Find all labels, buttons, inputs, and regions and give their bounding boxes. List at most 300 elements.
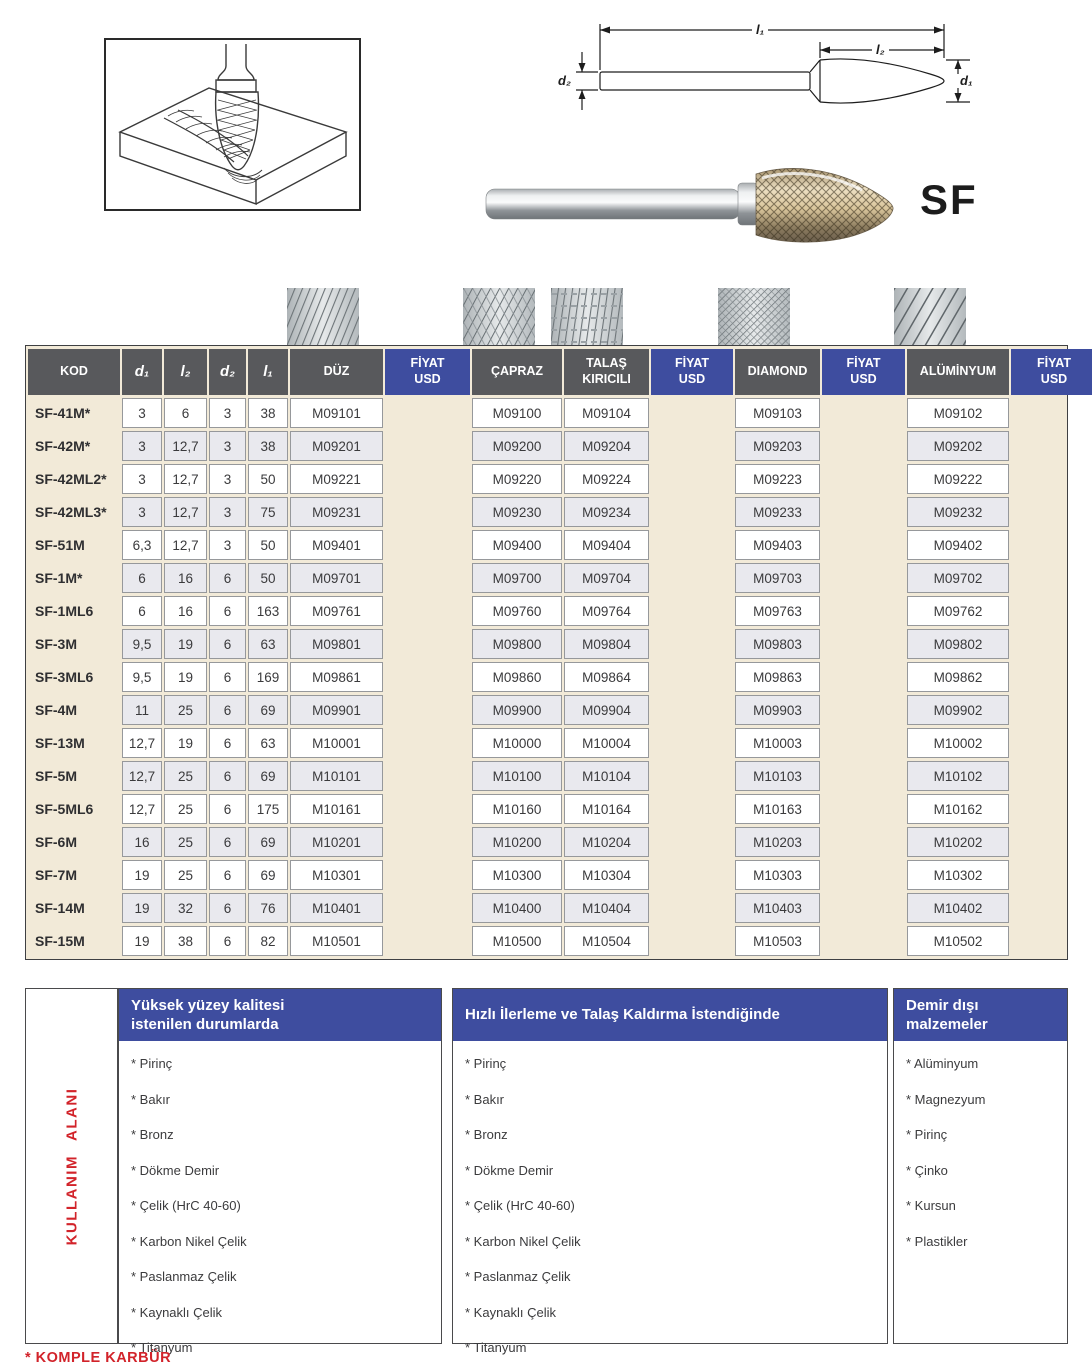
cell-kod: SF-14M [35,900,85,916]
price-cell-empty [385,431,470,461]
column-header-l1: l₁ [248,349,288,395]
product-photo-sf [478,148,908,260]
cell-diamond: M10203 [735,827,820,857]
cell-l2: 12,7 [164,530,207,560]
cell-capraz: M09400 [472,530,562,560]
table-row [28,926,1092,956]
cell-aluminyum: M10102 [907,761,1009,791]
cell-l1: 50 [248,563,288,593]
cell-diamond: M10503 [735,926,820,956]
product-table [26,346,1092,959]
column-header-capraz: ÇAPRAZ [472,349,562,395]
cell-talas: M09864 [564,662,649,692]
list-item: * Bakır [465,1091,505,1107]
cell-d1: 3 [122,464,162,494]
cell-duz: M10001 [290,728,383,758]
cell-capraz: M09100 [472,398,562,428]
cell-l2: 16 [164,596,207,626]
cell-l2: 25 [164,695,207,725]
usage-list [894,1041,1067,1249]
cell-talas: M10204 [564,827,649,857]
list-item: * Alüminyum [906,1056,979,1071]
cell-capraz: M10100 [472,761,562,791]
price-cell-empty [1011,398,1092,428]
usage-column-3 [893,988,1068,1344]
usage-side-label: KULLANIM ALANI [63,1087,81,1245]
cell-talas: M09204 [564,431,649,461]
header-row [28,349,1092,395]
list-item: * Pirinç [465,1056,507,1071]
table-row [28,596,1092,626]
capraz-texture-image [463,288,535,345]
cell-duz: M09861 [290,662,383,692]
price-cell-empty [651,662,733,692]
table-row [28,662,1092,692]
cell-diamond: M09863 [735,662,820,692]
cell-l1: 163 [248,596,288,626]
cell-l1: 82 [248,926,288,956]
price-cell-empty [822,464,905,494]
list-item: * Plastikler [906,1233,968,1249]
application-illustration [104,38,361,211]
price-cell-empty [651,827,733,857]
price-cell-empty [1011,464,1092,494]
cell-d2: 3 [209,497,246,527]
cell-l1: 76 [248,893,288,923]
table-row [28,761,1092,791]
cell-diamond: M09223 [735,464,820,494]
price-cell-empty [385,728,470,758]
cell-d2: 6 [209,860,246,890]
price-cell-empty [651,431,733,461]
cell-d1: 19 [122,860,162,890]
cell-capraz: M09860 [472,662,562,692]
table-row [28,563,1092,593]
diamond-texture-image [718,288,790,345]
price-cell-empty [385,497,470,527]
cell-d1: 3 [122,497,162,527]
cell-l1: 69 [248,860,288,890]
usage-column-header: Demir dışı malzemeler [894,989,1067,1041]
column-header-d2: d₂ [209,349,246,395]
column-header-kod: KOD [28,349,120,395]
duz-texture-image [287,288,359,345]
cell-talas: M09224 [564,464,649,494]
price-cell-empty [822,761,905,791]
table-row [28,893,1092,923]
cell-d2: 6 [209,761,246,791]
price-cell-empty [1011,926,1092,956]
price-cell-empty [385,662,470,692]
cell-aluminyum: M09222 [907,464,1009,494]
cell-d2: 6 [209,629,246,659]
table-row [28,827,1092,857]
cell-l1: 169 [248,662,288,692]
usage-column-1 [118,988,442,1355]
cell-d2: 6 [209,563,246,593]
cell-diamond: M10103 [735,761,820,791]
cell-kod: SF-15M [35,933,85,949]
cell-l1: 63 [248,629,288,659]
list-item: * Çinko [906,1162,948,1178]
cell-kod: SF-13M [35,735,85,751]
price-cell-empty [1011,695,1092,725]
column-header-fiyat3: FİYAT USD [822,349,905,395]
cell-l2: 12,7 [164,431,207,461]
column-header-duz: DÜZ [290,349,383,395]
usage-list [119,1041,441,1355]
cell-duz: M10161 [290,794,383,824]
column-header-diamond: DIAMOND [735,349,820,395]
cell-duz: M09761 [290,596,383,626]
cell-d2: 3 [209,431,246,461]
cell-duz: M09801 [290,629,383,659]
cell-kod: SF-4M [35,702,77,718]
product-table-wrap [25,345,1072,960]
price-cell-empty [1011,530,1092,560]
cell-talas: M10004 [564,728,649,758]
price-cell-empty [651,497,733,527]
cell-talas: M09804 [564,629,649,659]
cell-duz: M09231 [290,497,383,527]
cell-l1: 175 [248,794,288,824]
burr-milling-drawing-icon [106,40,359,209]
cell-capraz: M09800 [472,629,562,659]
cell-d2: 6 [209,794,246,824]
cell-diamond: M09763 [735,596,820,626]
cell-l2: 19 [164,728,207,758]
cell-talas: M09704 [564,563,649,593]
price-cell-empty [822,629,905,659]
price-cell-empty [822,728,905,758]
cell-l1: 75 [248,497,288,527]
cell-d1: 6,3 [122,530,162,560]
cell-l2: 16 [164,563,207,593]
cell-d1: 16 [122,827,162,857]
price-cell-empty [822,497,905,527]
price-cell-empty [651,629,733,659]
cell-aluminyum: M10162 [907,794,1009,824]
cell-talas: M09904 [564,695,649,725]
price-cell-empty [822,431,905,461]
column-header-fiyat2: FİYAT USD [651,349,733,395]
list-item: * Çelik (HrC 40-60) [131,1198,241,1213]
cell-d1: 6 [122,563,162,593]
cell-talas: M09104 [564,398,649,428]
list-item: * Kaynaklı Çelik [465,1304,557,1320]
cell-l2: 25 [164,860,207,890]
cell-talas: M10304 [564,860,649,890]
cell-kod: SF-3M [35,636,77,652]
dim-label-d2: d₂ [554,74,575,88]
list-item: * Pirinç [906,1127,948,1142]
cell-l2: 38 [164,926,207,956]
table-row [28,530,1092,560]
price-cell-empty [385,761,470,791]
cell-kod: SF-41M* [35,405,91,421]
cell-d1: 6 [122,596,162,626]
cell-aluminyum: M10402 [907,893,1009,923]
dimension-diagram [552,14,976,142]
price-cell-empty [1011,860,1092,890]
cell-capraz: M10000 [472,728,562,758]
cell-d2: 6 [209,926,246,956]
usage-column-header: Hızlı İlerleme ve Talaş Kaldırma İstendiğinde [453,989,887,1041]
cell-capraz: M09220 [472,464,562,494]
cell-duz: M10501 [290,926,383,956]
cell-d1: 9,5 [122,629,162,659]
table-row [28,629,1092,659]
table-row [28,728,1092,758]
list-item: * Pirinç [131,1056,173,1071]
cell-d1: 3 [122,398,162,428]
cell-capraz: M10500 [472,926,562,956]
price-cell-empty [822,794,905,824]
cell-d2: 6 [209,728,246,758]
cell-l2: 6 [164,398,207,428]
cell-kod: SF-1M* [35,570,83,586]
column-header-talas: TALAŞ KIRICILI [564,349,649,395]
column-header-d1: d₁ [122,349,162,395]
cell-aluminyum: M09202 [907,431,1009,461]
cell-d1: 12,7 [122,728,162,758]
price-cell-empty [1011,563,1092,593]
dim-label-l1: l₁ [752,23,768,37]
price-cell-empty [1011,728,1092,758]
list-item: * Kursun [906,1198,956,1213]
list-item: * Bronz [131,1127,174,1142]
cell-duz: M10101 [290,761,383,791]
price-cell-empty [822,695,905,725]
price-cell-empty [385,893,470,923]
cell-aluminyum: M09862 [907,662,1009,692]
cell-l1: 69 [248,695,288,725]
cell-duz: M10201 [290,827,383,857]
cell-capraz: M09700 [472,563,562,593]
price-cell-empty [1011,794,1092,824]
cell-kod: SF-42ML3* [35,504,107,520]
cell-talas: M10104 [564,761,649,791]
cell-l1: 69 [248,827,288,857]
cell-capraz: M09900 [472,695,562,725]
cell-diamond: M09903 [735,695,820,725]
cell-d2: 6 [209,695,246,725]
cell-diamond: M09803 [735,629,820,659]
cell-aluminyum: M09802 [907,629,1009,659]
price-cell-empty [385,596,470,626]
price-cell-empty [385,794,470,824]
cell-l1: 50 [248,464,288,494]
cell-capraz: M09230 [472,497,562,527]
cell-capraz: M09200 [472,431,562,461]
footnote: * KOMPLE KARBÜR [25,1350,172,1366]
cell-l2: 19 [164,662,207,692]
talas-kiricili-texture-image [551,288,623,345]
price-cell-empty [651,761,733,791]
list-item: * Bronz [465,1127,508,1142]
list-item: * Titanyum [131,1340,193,1355]
price-cell-empty [822,926,905,956]
cell-l1: 38 [248,398,288,428]
cell-kod: SF-42ML2* [35,471,107,487]
cell-talas: M10164 [564,794,649,824]
column-header-l2: l₂ [164,349,207,395]
price-cell-empty [822,530,905,560]
price-cell-empty [651,728,733,758]
cell-aluminyum: M10302 [907,860,1009,890]
price-cell-empty [385,860,470,890]
cell-aluminyum: M10502 [907,926,1009,956]
price-cell-empty [385,827,470,857]
cell-d1: 12,7 [122,794,162,824]
cell-talas: M09234 [564,497,649,527]
list-item: * Dökme Demir [465,1162,554,1178]
price-cell-empty [651,794,733,824]
price-cell-empty [822,662,905,692]
price-cell-empty [822,860,905,890]
price-cell-empty [385,629,470,659]
cell-d2: 3 [209,398,246,428]
cell-l2: 25 [164,761,207,791]
price-cell-empty [385,563,470,593]
price-cell-empty [651,596,733,626]
price-cell-empty [651,695,733,725]
cell-d1: 19 [122,893,162,923]
cell-kod: SF-1ML6 [35,603,94,619]
list-item: * Magnezyum [906,1091,986,1107]
price-cell-empty [651,893,733,923]
price-cell-empty [1011,827,1092,857]
usage-column-2 [452,988,888,1355]
list-item: * Kaynaklı Çelik [131,1304,223,1320]
table-row [28,431,1092,461]
table-row [28,497,1092,527]
sf-burr-photo-icon [478,148,908,260]
usage-side-label-box [25,988,118,1344]
usage-column-header: Yüksek yüzey kalitesi istenilen durumlarda [119,989,441,1041]
cell-d2: 6 [209,893,246,923]
aluminyum-texture-image [894,288,966,345]
cell-l2: 19 [164,629,207,659]
cell-kod: SF-42M* [35,438,91,454]
cell-aluminyum: M09702 [907,563,1009,593]
dim-label-d1: d₁ [956,74,977,88]
price-cell-empty [822,827,905,857]
price-cell-empty [651,530,733,560]
cell-diamond: M09703 [735,563,820,593]
cell-d1: 12,7 [122,761,162,791]
list-item: * Paslanmaz Çelik [131,1269,237,1284]
product-series-title: SF [920,176,978,223]
list-item: * Paslanmaz Çelik [465,1269,571,1284]
price-cell-empty [651,860,733,890]
list-item: * Bakır [131,1091,171,1107]
price-cell-empty [822,563,905,593]
cell-talas: M09404 [564,530,649,560]
cell-diamond: M09403 [735,530,820,560]
price-cell-empty [822,596,905,626]
column-header-fiyat4: FİYAT USD [1011,349,1092,395]
cell-d1: 11 [122,695,162,725]
cell-duz: M09901 [290,695,383,725]
cell-duz: M09221 [290,464,383,494]
cell-l1: 63 [248,728,288,758]
price-cell-empty [651,398,733,428]
price-cell-empty [822,893,905,923]
cell-kod: SF-6M [35,834,77,850]
price-cell-empty [1011,596,1092,626]
cell-duz: M09401 [290,530,383,560]
price-cell-empty [1011,893,1092,923]
cell-aluminyum: M09102 [907,398,1009,428]
price-cell-empty [1011,629,1092,659]
cell-duz: M10401 [290,893,383,923]
price-cell-empty [822,398,905,428]
cell-diamond: M10403 [735,893,820,923]
cell-d2: 6 [209,827,246,857]
cell-d1: 3 [122,431,162,461]
list-item: * Çelik (HrC 40-60) [465,1198,575,1213]
list-item: * Dökme Demir [131,1162,220,1178]
cell-d2: 3 [209,464,246,494]
price-cell-empty [1011,761,1092,791]
cell-d1: 19 [122,926,162,956]
cell-l2: 32 [164,893,207,923]
cell-l1: 38 [248,431,288,461]
cell-kod: SF-5M [35,768,77,784]
cell-l1: 50 [248,530,288,560]
cell-aluminyum: M10202 [907,827,1009,857]
price-cell-empty [1011,497,1092,527]
cell-d2: 6 [209,596,246,626]
cell-l2: 25 [164,827,207,857]
cell-l2: 12,7 [164,464,207,494]
cell-aluminyum: M09402 [907,530,1009,560]
cell-capraz: M10160 [472,794,562,824]
cell-diamond: M09103 [735,398,820,428]
cell-capraz: M10200 [472,827,562,857]
table-row [28,794,1092,824]
column-header-fiyat1: FİYAT USD [385,349,470,395]
cell-diamond: M10003 [735,728,820,758]
cell-capraz: M10300 [472,860,562,890]
price-cell-empty [1011,662,1092,692]
cell-aluminyum: M09232 [907,497,1009,527]
cell-d2: 6 [209,662,246,692]
price-cell-empty [385,926,470,956]
cell-aluminyum: M10002 [907,728,1009,758]
cell-kod: SF-51M [35,537,85,553]
cell-diamond: M10163 [735,794,820,824]
cell-duz: M09701 [290,563,383,593]
cell-diamond: M09233 [735,497,820,527]
list-item: * Karbon Nikel Çelik [131,1233,247,1249]
dim-label-l2: l₂ [872,43,889,57]
cell-l2: 25 [164,794,207,824]
cell-kod: SF-7M [35,867,77,883]
cell-duz: M09101 [290,398,383,428]
cell-kod: SF-5ML6 [35,801,94,817]
cell-talas: M10504 [564,926,649,956]
list-item: * Titanyum [465,1340,527,1355]
price-cell-empty [385,464,470,494]
cell-diamond: M10303 [735,860,820,890]
cell-d1: 9,5 [122,662,162,692]
price-cell-empty [651,563,733,593]
cell-capraz: M09760 [472,596,562,626]
price-cell-empty [385,398,470,428]
price-cell-empty [651,926,733,956]
